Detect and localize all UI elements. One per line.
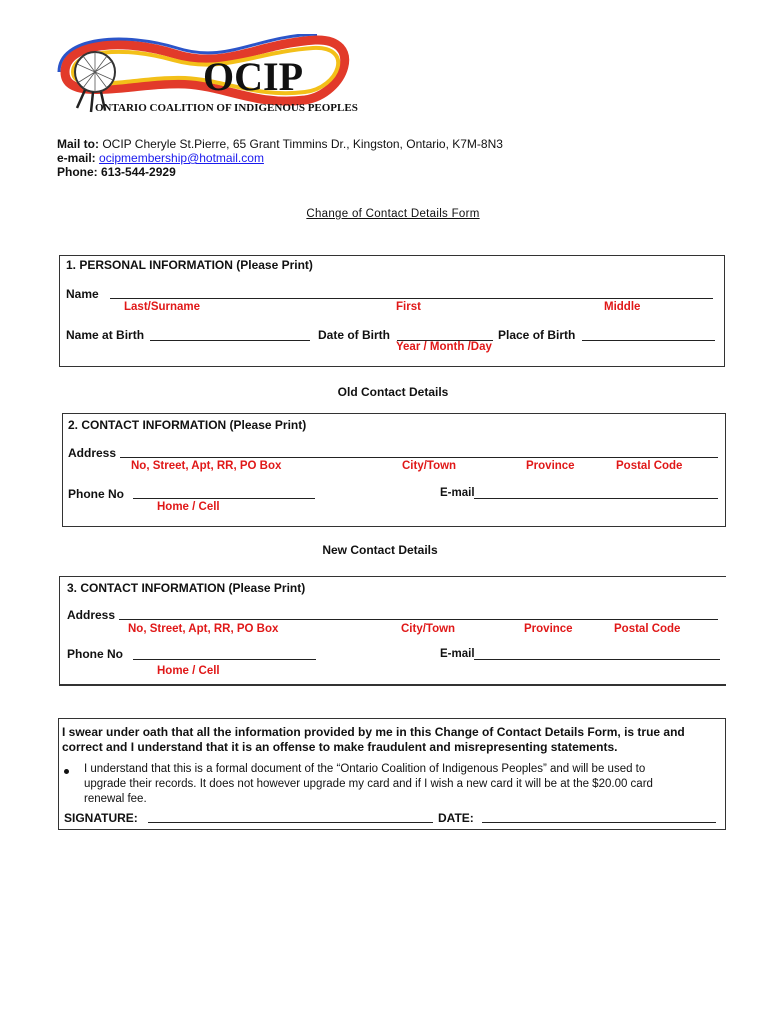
phone-hint: Home / Cell xyxy=(157,665,220,677)
street-hint: No, Street, Apt, RR, PO Box xyxy=(131,460,282,472)
first-name-hint: First xyxy=(396,301,421,313)
old-address-field[interactable] xyxy=(120,457,718,458)
bullet-icon xyxy=(64,769,69,774)
phone-number: 613-544-2929 xyxy=(101,165,176,179)
postal-hint: Postal Code xyxy=(616,460,683,472)
pob-label: Place of Birth xyxy=(498,328,576,342)
date-field[interactable] xyxy=(482,822,716,823)
last-name-hint: Last/Surname xyxy=(124,301,201,313)
oath-bullet-line-3: renewal fee. xyxy=(84,793,147,805)
section2-title: 2. CONTACT INFORMATION (Please Print) xyxy=(68,418,307,432)
oath-line-2: correct and I understand that it is an offense to make fraudulent and misrepresenting statements. xyxy=(62,740,618,754)
name-field[interactable] xyxy=(110,298,713,299)
email-line xyxy=(57,151,264,165)
phone-no-label: Phone No xyxy=(68,487,124,501)
mail-address: OCIP Cheryle St.Pierre, 65 Grant Timmins Dr., Kingston, Ontario, K7M-8N3 xyxy=(102,137,503,151)
middle-name-hint: Middle xyxy=(604,301,641,313)
email-link[interactable]: ocipmembership@hotmail.com xyxy=(99,151,264,165)
phone-line xyxy=(57,165,176,179)
city-hint: City/Town xyxy=(401,623,456,635)
name-at-birth-label: Name at Birth xyxy=(66,328,145,342)
name-at-birth-field[interactable] xyxy=(150,340,310,341)
oath-bullet-line-2: upgrade their records. It does not however upgrade my card and if I wish a new card it will be at the $20.00 card xyxy=(84,778,653,790)
old-phone-field[interactable] xyxy=(133,498,315,499)
phone-label: Phone: xyxy=(57,165,98,179)
email-field-label: E-mail xyxy=(440,487,475,499)
email-label: e-mail: xyxy=(57,151,96,165)
address-label: Address xyxy=(68,446,117,460)
ocip-logo-graphic xyxy=(55,34,415,116)
signature-field[interactable] xyxy=(148,822,433,823)
mail-label: Mail to: xyxy=(57,137,99,151)
new-contact-heading: New Contact Details xyxy=(322,543,438,557)
email-field-label: E-mail xyxy=(440,648,475,660)
section3-title: 3. CONTACT INFORMATION (Please Print) xyxy=(67,581,306,595)
form-title: Change of Contact Details Form xyxy=(306,208,480,220)
oath-bullet-line-1: I understand that this is a formal document of the “Ontario Coalition of Indigenous Peoples” and will be used to xyxy=(84,763,646,775)
name-label: Name xyxy=(66,287,99,301)
pob-field[interactable] xyxy=(582,340,715,341)
new-email-field[interactable] xyxy=(474,659,720,660)
mail-to-line xyxy=(57,137,503,151)
dob-label: Date of Birth xyxy=(318,328,390,342)
phone-no-label: Phone No xyxy=(67,647,123,661)
oath-line-1: I swear under oath that all the information provided by me in this Change of Contact Details Form, is true and xyxy=(62,725,685,739)
date-label: DATE: xyxy=(438,811,474,825)
old-email-field[interactable] xyxy=(474,498,718,499)
old-contact-heading: Old Contact Details xyxy=(337,385,449,399)
city-hint: City/Town xyxy=(402,460,457,472)
phone-hint: Home / Cell xyxy=(157,501,220,513)
logo xyxy=(55,34,415,116)
new-phone-field[interactable] xyxy=(133,659,316,660)
postal-hint: Postal Code xyxy=(614,623,681,635)
address-label: Address xyxy=(67,608,116,622)
logo-org-name: ONTARIO COALITION OF INDIGENOUS PEOPLES xyxy=(95,102,358,114)
logo-text: OCIP xyxy=(203,54,303,99)
street-hint: No, Street, Apt, RR, PO Box xyxy=(128,623,279,635)
dob-hint: Year / Month /Day xyxy=(396,341,492,353)
signature-label: SIGNATURE: xyxy=(64,811,138,825)
province-hint: Province xyxy=(524,623,573,635)
new-address-field[interactable] xyxy=(119,619,718,620)
province-hint: Province xyxy=(526,460,575,472)
section1-title: 1. PERSONAL INFORMATION (Please Print) xyxy=(66,258,313,272)
